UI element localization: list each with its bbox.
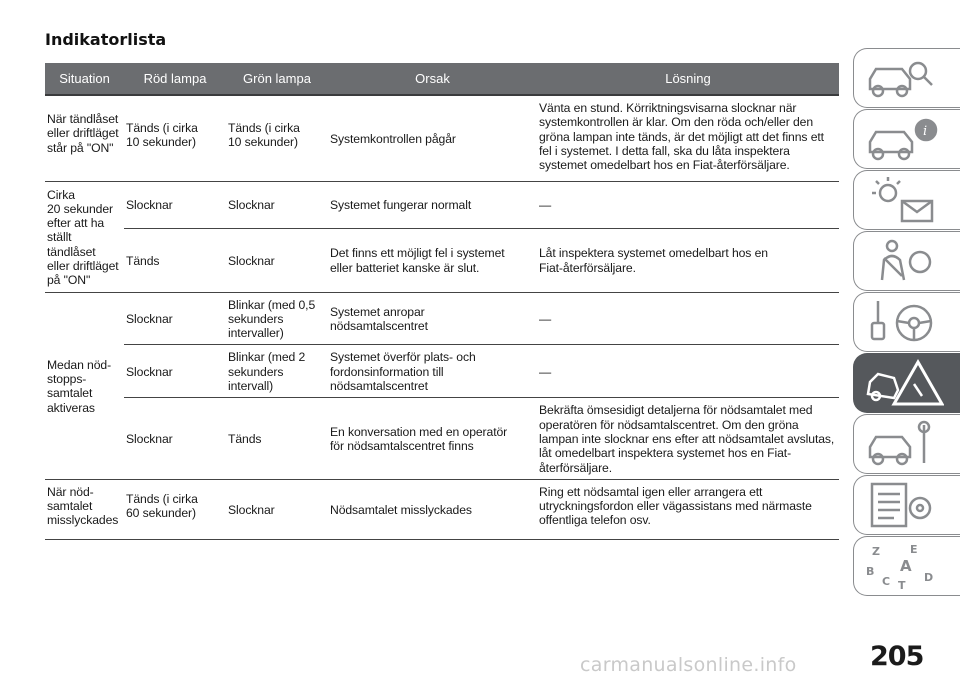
seatbelt-airbag-icon <box>864 236 944 286</box>
cause-cell: En konversation med en operatör för nödsamtalscentret finns <box>328 398 537 479</box>
situation-cell: När tändlåset eller driftläget står på "ON" <box>45 95 124 181</box>
index-letter: C <box>882 575 891 588</box>
table-row <box>45 398 839 479</box>
index-letter: B <box>866 565 875 578</box>
red-lamp-cell: Tänds (i cirka 10 sekunder) <box>124 95 226 181</box>
green-lamp-cell: Blinkar (med 2 sekunders intervall) <box>226 345 328 398</box>
solution-cell: — <box>537 345 839 398</box>
solution-cell: Bekräfta ömsesidigt detaljerna för nödsamtalet med operatören för nödsamtalscentret. Om den gröna lampan inte slocknar ens efter att nödsamtalet avslutas, låt omedelbart inspektera systemet hos en Fiat-återförsäljare. <box>537 398 839 479</box>
red-lamp-cell: Tänds (i cirka 60 sekunder) <box>124 479 226 539</box>
chapter-tab-warning-lights[interactable] <box>853 170 960 230</box>
situation-cell: Medan nöd- stopps- samtalet aktiveras <box>45 292 124 479</box>
table-row <box>45 181 839 228</box>
solution-cell: — <box>537 292 839 345</box>
indicator-table <box>45 63 839 540</box>
chapter-tab-car-service[interactable] <box>853 414 960 474</box>
green-lamp-cell: Tänds <box>226 398 328 479</box>
red-lamp-cell: Slocknar <box>124 292 226 345</box>
situation-cell: När nöd- samtalet misslyckades <box>45 479 124 539</box>
index-letter: E <box>910 543 918 556</box>
chapter-tab-steering-key[interactable] <box>853 292 960 352</box>
header-situation: Situation <box>45 63 124 95</box>
car-accident-warning-icon <box>864 358 944 408</box>
index-letter: A <box>900 557 912 575</box>
situation-cell: Cirka 20 sekunder efter att ha ställt tändlåset eller driftläget på "ON" <box>45 181 124 292</box>
page-number: 205 <box>870 641 924 672</box>
red-lamp-cell: Slocknar <box>124 345 226 398</box>
specifications-icon <box>864 480 944 530</box>
header-red-lamp: Röd lampa <box>124 63 226 95</box>
solution-cell: Låt inspektera systemet omedelbart hos en Fiat-återförsäljare. <box>537 228 839 292</box>
table-row <box>45 345 839 398</box>
chapter-tab-seatbelt-airbag[interactable] <box>853 231 960 291</box>
solution-cell: Ring ett nödsamtal igen eller arrangera ett utryckningsfordon eller vägassistans med närmaste offentliga telefon osv. <box>537 479 839 539</box>
solution-cell: Vänta en stund. Körriktningsvisarna slocknar när systemkontrollen är klar. Om den röda och/eller den gröna lampan inte tänds, är det möjligt att det finns ett fel i systemet. I detta fall, ska du låta inspektera systemet omedelbart hos en Fiat-återförsäljare. <box>537 95 839 181</box>
cause-cell: Systemet anropar nödsamtalscentret <box>328 292 537 345</box>
warning-lights-message-icon <box>864 175 944 225</box>
table-header-row <box>45 63 839 95</box>
svg-text:i: i <box>923 124 928 139</box>
table-row <box>45 292 839 345</box>
cause-cell: Systemet fungerar normalt <box>328 181 537 228</box>
cause-cell: Systemkontrollen pågår <box>328 95 537 181</box>
chapter-tab-index[interactable] <box>853 536 960 596</box>
chapter-tab-car-info[interactable] <box>853 109 960 169</box>
green-lamp-cell: Slocknar <box>226 181 328 228</box>
table-row <box>45 228 839 292</box>
index-letter: D <box>924 571 934 584</box>
cause-cell: Systemet överför plats- och fordonsinformation till nödsamtalscentret <box>328 345 537 398</box>
red-lamp-cell: Slocknar <box>124 398 226 479</box>
car-info-icon <box>864 114 944 164</box>
header-green-lamp: Grön lampa <box>226 63 328 95</box>
chapter-tab-emergency[interactable] <box>853 353 960 413</box>
cause-cell: Nödsamtalet misslyckades <box>328 479 537 539</box>
page-title: Indikatorlista <box>45 30 167 49</box>
chapter-tab-specifications[interactable] <box>853 475 960 535</box>
car-service-icon <box>864 419 944 469</box>
header-cause: Orsak <box>328 63 537 95</box>
red-lamp-cell: Tänds <box>124 228 226 292</box>
header-solution: Lösning <box>537 63 839 95</box>
index-alphabet-icon <box>864 541 944 591</box>
solution-cell: — <box>537 181 839 228</box>
table-row <box>45 95 839 181</box>
green-lamp-cell: Blinkar (med 0,5 sekunders intervaller) <box>226 292 328 345</box>
table-row <box>45 479 839 539</box>
car-search-icon <box>864 53 944 103</box>
steering-key-icon <box>864 297 944 347</box>
index-letter: T <box>898 579 906 591</box>
red-lamp-cell: Slocknar <box>124 181 226 228</box>
chapter-tab-car-search[interactable] <box>853 48 960 108</box>
green-lamp-cell: Slocknar <box>226 479 328 539</box>
index-letter: Z <box>872 545 880 558</box>
cause-cell: Det finns ett möjligt fel i systemet eller batteriet kanske är slut. <box>328 228 537 292</box>
watermark: carmanualsonline.info <box>580 654 797 676</box>
green-lamp-cell: Tänds (i cirka 10 sekunder) <box>226 95 328 181</box>
green-lamp-cell: Slocknar <box>226 228 328 292</box>
